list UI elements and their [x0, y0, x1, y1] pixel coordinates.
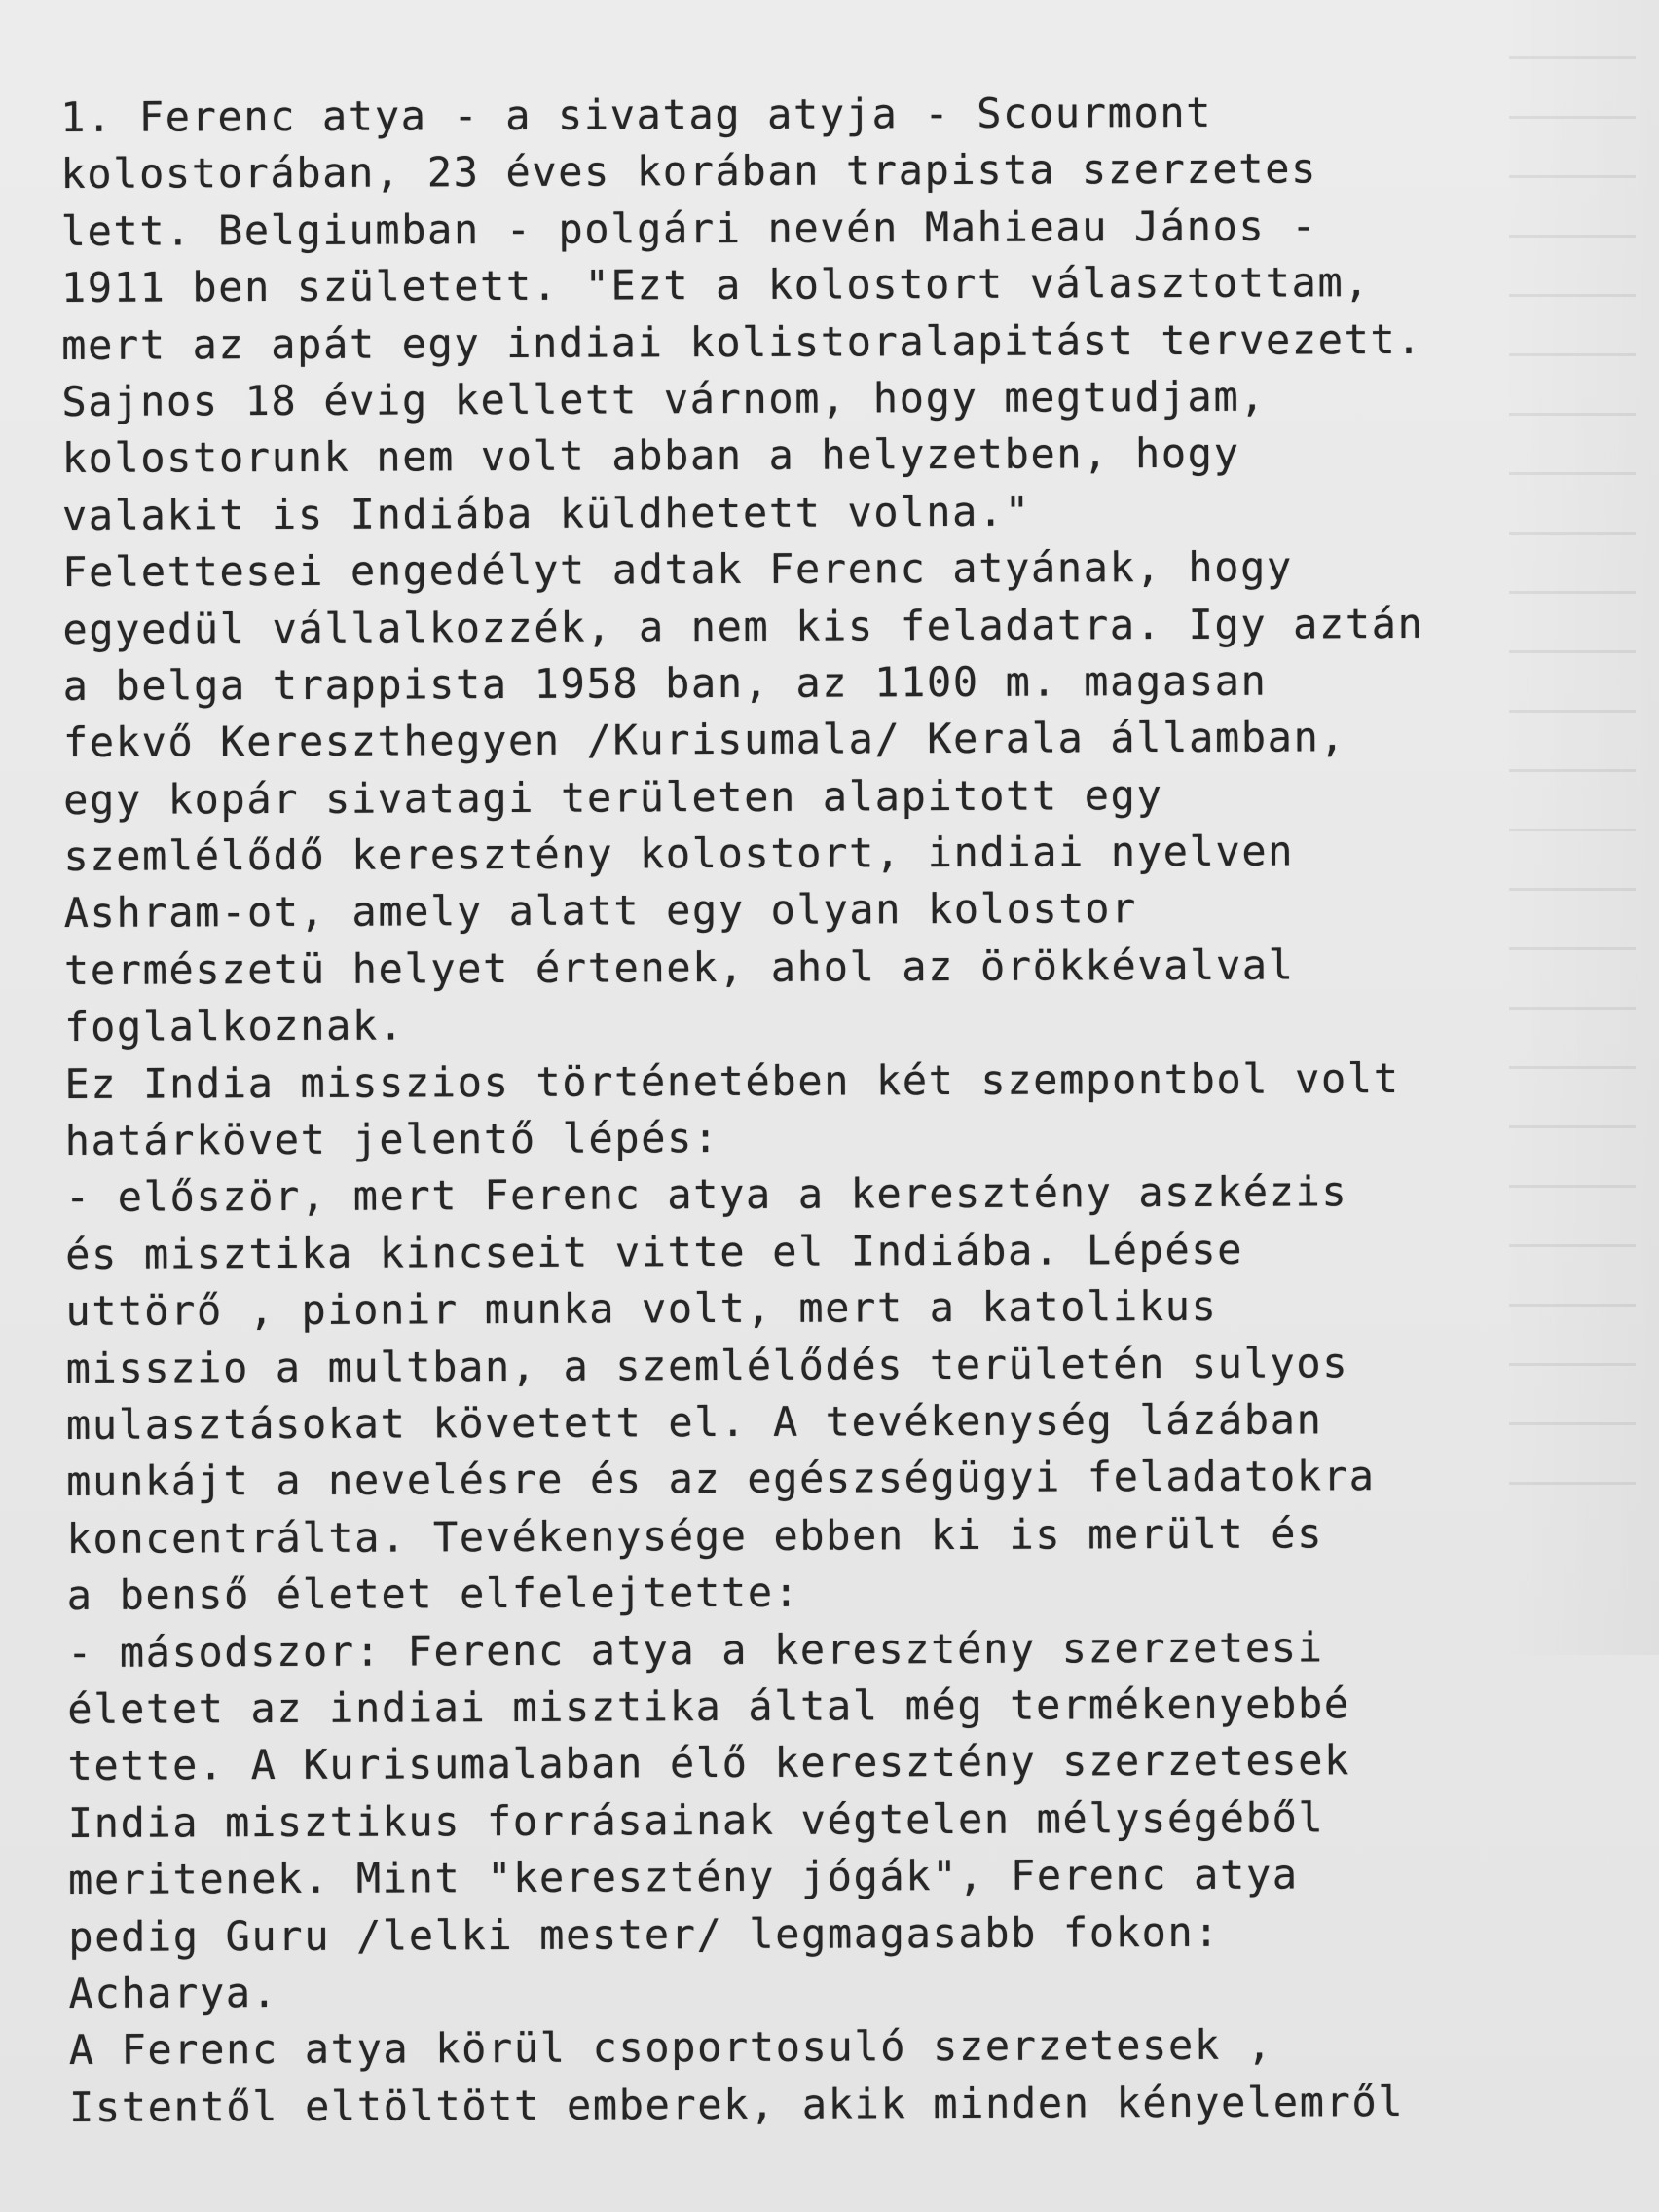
text-line: foglalkoznak. [64, 1001, 405, 1051]
text-line: koncentrálta. Tevékenysége ebben ki is merült és [66, 1509, 1324, 1563]
text-line: A Ferenc atya körül csoportosuló szerzetesek , [68, 2020, 1273, 2075]
text-line: misszio a multban, a szemlélődés területén sulyos [65, 1338, 1349, 1392]
text-line: Ez India misszios történetében két szempontbol volt [64, 1053, 1400, 1108]
text-line: pedig Guru /lelki mester/ legmagasabb fokon: [68, 1907, 1221, 1961]
text-line: Istentől eltöltött emberek, akik minden kényelemről [68, 2077, 1405, 2131]
text-line: Ashram-ot, amely alatt egy olyan kolostor [63, 884, 1138, 938]
text-line: meritenek. Mint "keresztény jógák", Ferenc atya [67, 1850, 1299, 1904]
text-line: szemlélődő keresztény kolostort, indiai nyelven [63, 827, 1295, 881]
text-line: 1. Ferenc atya - a sivatag atyja - Scourmont [60, 88, 1213, 141]
text-line: természetü helyet értenek, ahol az örökkévalval [63, 940, 1295, 994]
text-line: Sajnos 18 évig kellett várnom, hogy megtudjam, [61, 372, 1267, 425]
document-body [60, 83, 1549, 2136]
text-line: egy kopár sivatagi területen alapitott egy [63, 770, 1163, 824]
text-line: munkájt a nevelésre és az egészségügyi feladatokra [66, 1452, 1376, 1506]
text-line: valakit is Indiába küldhetett volna." [61, 487, 1031, 539]
text-line: Felettesei engedélyt adtak Ferenc atyának, hogy [62, 542, 1293, 597]
text-line: kolostorában, 23 éves korában trapista szerzetes [60, 144, 1318, 199]
text-line: mulasztásokat követett el. A tevékenység lázában [65, 1395, 1323, 1449]
text-line: 1911 ben született. "Ezt a kolostort választottam, [60, 258, 1371, 313]
text-line: a belga trappista 1958 ban, az 1100 m. magasan [62, 656, 1268, 710]
text-line: - először, mert Ferenc atya a keresztény aszkézis [64, 1167, 1348, 1222]
text-line: életet az indiai misztika által még termékenyebbé [67, 1679, 1350, 1733]
text-line: egyedül vállalkozzék, a nem kis feladatra. Igy aztán [62, 599, 1424, 653]
text-line: Acharya. [68, 1968, 278, 2017]
text-line: kolostorunk nem volt abban a helyzetben, hogy [61, 429, 1240, 483]
text-line: tette. A Kurisumalaban élő keresztény szerzetesek [67, 1736, 1351, 1790]
text-line: mert az apát egy indiai kolistoralapitást tervezett. [61, 314, 1423, 369]
text-line: uttörő , pionir munka volt, mert a katolikus [65, 1282, 1218, 1336]
text-line: India misztikus forrásainak végtelen mélységéből [67, 1793, 1325, 1847]
text-line: lett. Belgiumban - polgári nevén Mahieau János - [60, 202, 1318, 255]
text-line: és misztika kincseit vitte el Indiába. Lépése [65, 1225, 1244, 1278]
text-line: fekvő Kereszthegyen /Kurisumala/ Kerala államban, [62, 713, 1346, 767]
text-line: - másodszor: Ferenc atya a keresztény szerzetesi [66, 1622, 1324, 1677]
text-line: a benső életet elfelejtette: [66, 1567, 800, 1620]
text-line: határkövet jelentő lépés: [64, 1114, 719, 1165]
